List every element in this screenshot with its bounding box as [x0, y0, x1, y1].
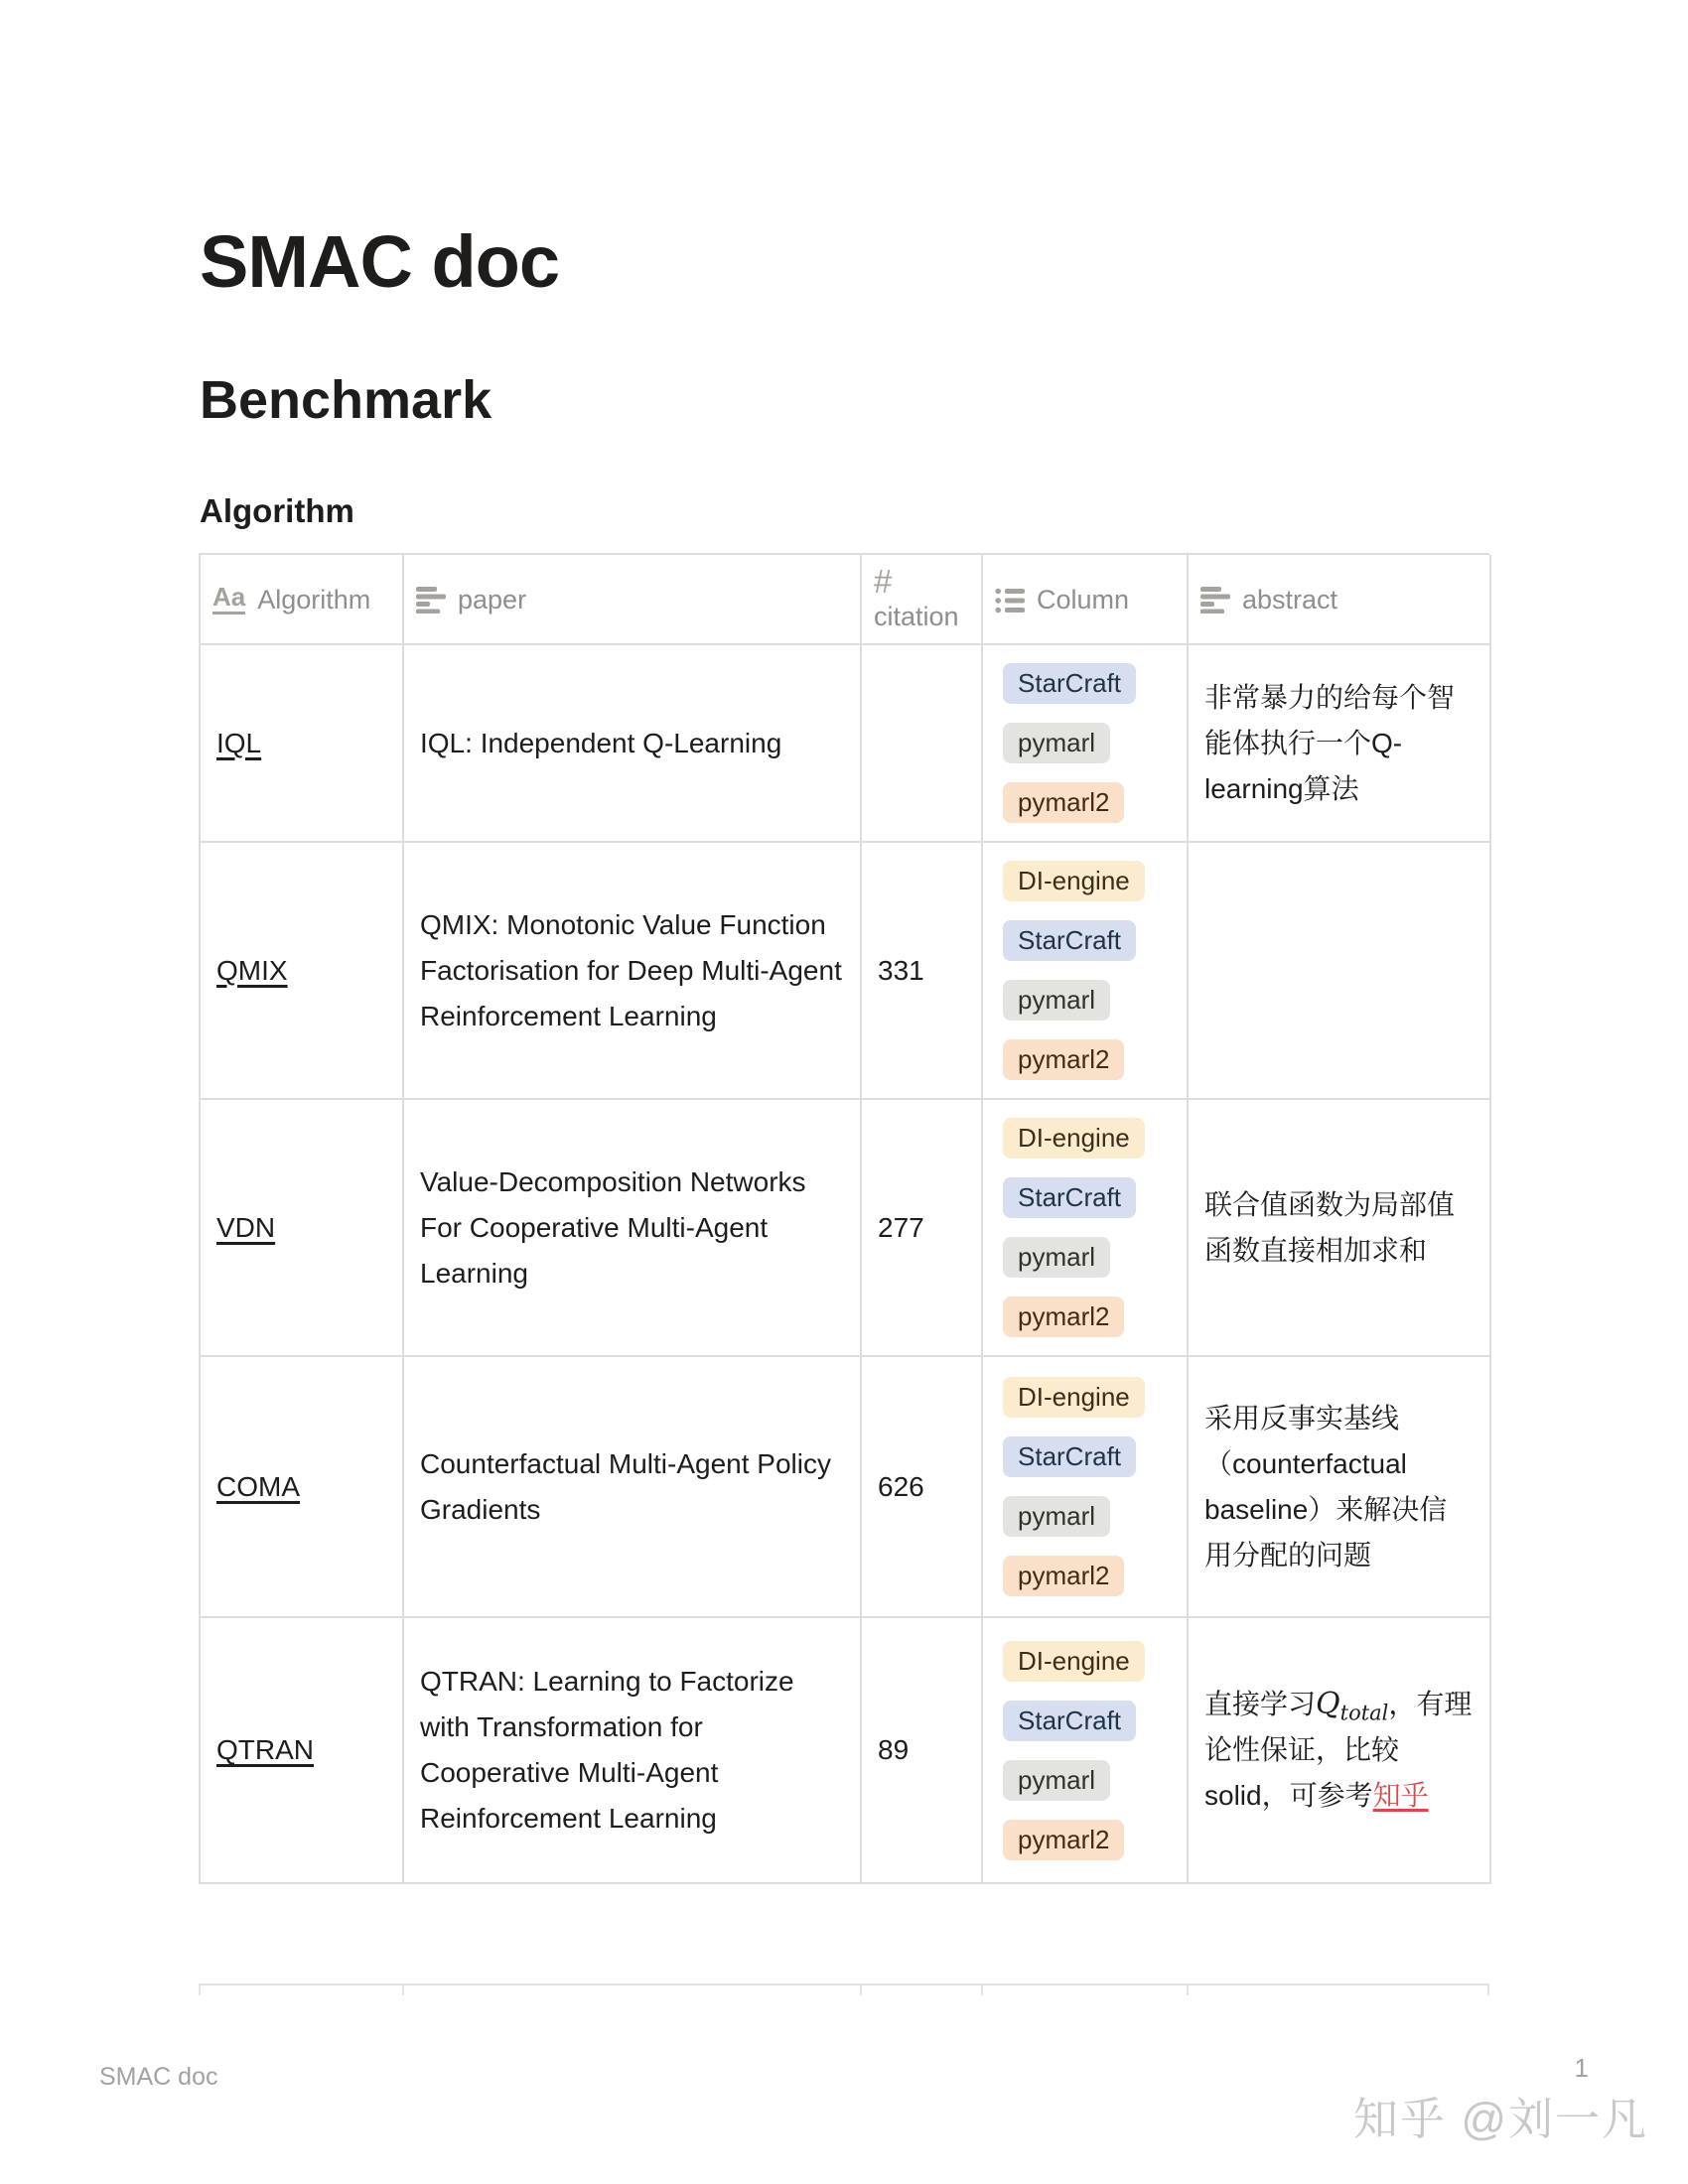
header-cell-algorithm — [201, 555, 404, 645]
algorithm-link[interactable]: VDN — [216, 1211, 276, 1243]
column-tags-cell — [983, 1100, 1189, 1357]
tag-di-engine: DI-engine — [1003, 1377, 1145, 1418]
column-divider-nub — [1187, 1985, 1189, 1995]
paper-title: IQL: Independent Q-Learning — [420, 727, 782, 758]
abstract-span: 采用反事实基线（counterfactual baseline）来解决信用分配的问题 — [1204, 1402, 1448, 1570]
paper-title: QMIX: Monotonic Value Function Factorisation for Deep Multi-Agent Reinforcement Learning — [420, 908, 842, 1031]
tag-starcraft: StarCraft — [1003, 1436, 1136, 1477]
abstract-span: 联合值函数为局部值函数直接相加求和 — [1204, 1188, 1456, 1266]
abstract-text — [1204, 675, 1474, 812]
benchmark-table — [199, 553, 1489, 1884]
paper-title: Counterfactual Multi-Agent Policy Gradients — [420, 1447, 831, 1525]
column-header-label: paper — [458, 584, 527, 614]
tag-di-engine: DI-engine — [1003, 1641, 1145, 1682]
paper-title: Value-Decomposition Networks For Cooperative Multi-Agent Learning — [420, 1165, 806, 1289]
abstract-cell — [1189, 1618, 1491, 1884]
column-header-label: Algorithm — [257, 584, 371, 614]
algorithm-link[interactable]: COMA — [216, 1470, 300, 1502]
tag-di-engine: DI-engine — [1003, 1118, 1145, 1159]
column-divider-nub — [199, 1985, 201, 1995]
column-tags-cell — [983, 645, 1189, 843]
citation-cell — [862, 645, 983, 843]
citation-cell — [862, 1100, 983, 1357]
column-divider-nub — [402, 1985, 404, 1995]
abstract-cell — [1189, 645, 1491, 843]
tag-pymarl2: pymarl2 — [1003, 1820, 1124, 1860]
algorithm-cell — [201, 645, 404, 843]
abstract-text — [1204, 1682, 1474, 1819]
tag-pymarl: pymarl — [1003, 980, 1110, 1021]
paper-cell — [404, 645, 862, 843]
footer-doc-name: SMAC doc — [99, 2063, 218, 2091]
column-divider-nub — [1487, 1985, 1489, 1995]
header-cell-abstract — [1189, 555, 1491, 645]
abstract-span: 直接学习 — [1204, 1689, 1317, 1719]
algorithm-cell — [201, 1618, 404, 1884]
column-header-label: Column — [1037, 584, 1130, 614]
tag-starcraft: StarCraft — [1003, 663, 1136, 704]
zhihu-link[interactable]: 知乎 — [1372, 1780, 1429, 1811]
algorithm-cell — [201, 1100, 404, 1357]
citation-value: 331 — [878, 954, 924, 986]
footer-page-number: 1 — [1574, 2053, 1589, 2083]
tag-pymarl: pymarl — [1003, 1237, 1110, 1278]
column-header-label: citation — [874, 602, 959, 631]
abstract-span: ，有理论性保证，比较solid，可参考 — [1204, 1689, 1473, 1811]
tag-pymarl: pymarl — [1003, 723, 1110, 763]
column-tags-cell — [983, 843, 1189, 1100]
number-icon: # — [874, 563, 893, 600]
table-continuation — [199, 1983, 1489, 1997]
tag-pymarl2: pymarl2 — [1003, 1297, 1124, 1337]
text-icon — [1200, 586, 1230, 614]
tag-pymarl2: pymarl2 — [1003, 1039, 1124, 1080]
math-subscript: total — [1339, 1701, 1389, 1725]
abstract-cell — [1189, 1100, 1491, 1357]
text-icon — [416, 586, 446, 614]
citation-cell — [862, 1357, 983, 1618]
algorithm-cell — [201, 1357, 404, 1618]
citation-cell — [862, 843, 983, 1100]
tag-di-engine: DI-engine — [1003, 861, 1145, 901]
citation-value: 626 — [878, 1470, 924, 1502]
algorithm-link[interactable]: QMIX — [216, 954, 288, 986]
title-icon: Aa — [212, 584, 245, 614]
column-tags-cell — [983, 1357, 1189, 1618]
header-cell-paper — [404, 555, 862, 645]
watermark: 知乎 @刘一凡 — [1352, 2094, 1648, 2144]
paper-cell — [404, 843, 862, 1100]
tag-starcraft: StarCraft — [1003, 920, 1136, 961]
column-header-label: abstract — [1242, 584, 1338, 614]
tag-pymarl: pymarl — [1003, 1496, 1110, 1537]
tag-pymarl: pymarl — [1003, 1760, 1110, 1801]
abstract-cell — [1189, 1357, 1491, 1618]
paper-title: QTRAN: Learning to Factorize with Transformation for Cooperative Multi-Agent Reinforcement Learning — [420, 1666, 794, 1834]
tag-pymarl2: pymarl2 — [1003, 782, 1124, 823]
abstract-text — [1204, 1396, 1474, 1578]
algorithm-link[interactable]: IQL — [216, 727, 262, 758]
tag-starcraft: StarCraft — [1003, 1177, 1136, 1218]
citation-cell — [862, 1618, 983, 1884]
section-heading: Benchmark — [200, 370, 492, 430]
page-title: SMAC doc — [200, 220, 559, 303]
column-tags-cell — [983, 1618, 1189, 1884]
paper-cell — [404, 1618, 862, 1884]
abstract-span: 非常暴力的给每个智能体执行一个Q-learning算法 — [1204, 681, 1456, 804]
tag-pymarl2: pymarl2 — [1003, 1556, 1124, 1596]
algorithm-cell — [201, 843, 404, 1100]
paper-cell — [404, 1357, 862, 1618]
header-cell-column — [983, 555, 1189, 645]
paper-cell — [404, 1100, 862, 1357]
algorithm-link[interactable]: QTRAN — [216, 1734, 314, 1765]
abstract-cell — [1189, 843, 1491, 1100]
header-cell-citation — [862, 555, 983, 645]
abstract-text — [1204, 1182, 1474, 1274]
multi-select-icon — [995, 586, 1025, 614]
math-q-symbol: Q — [1316, 1687, 1340, 1721]
column-divider-nub — [981, 1985, 983, 1995]
subsection-heading: Algorithm — [200, 492, 354, 529]
tag-starcraft: StarCraft — [1003, 1701, 1136, 1741]
citation-value: 277 — [878, 1211, 924, 1243]
column-divider-nub — [860, 1985, 862, 1995]
citation-value: 89 — [878, 1734, 910, 1765]
